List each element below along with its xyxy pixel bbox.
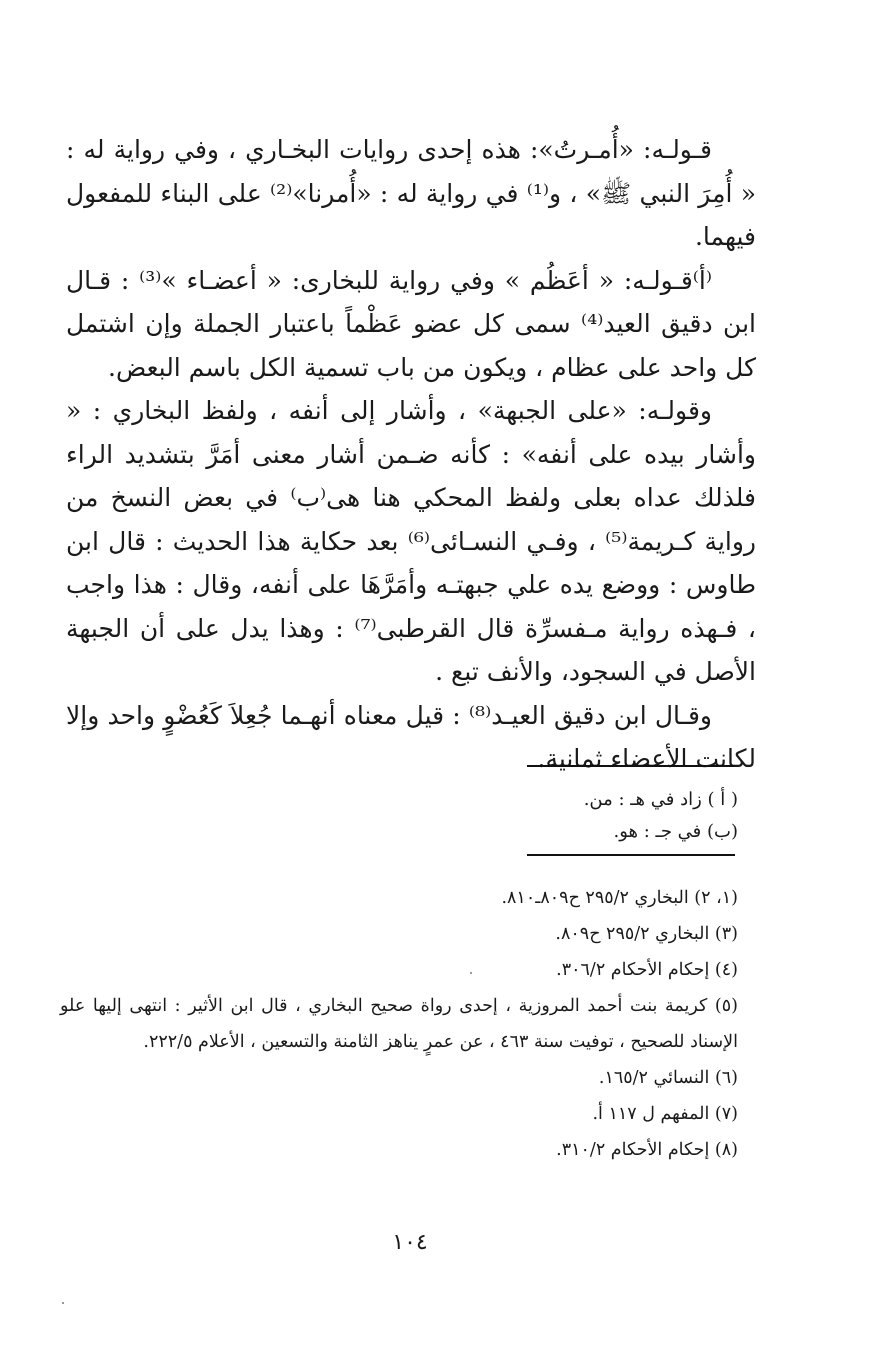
variant-note-b: (ب) في جـ : هو. — [613, 821, 738, 842]
divider-top — [527, 765, 735, 767]
page-number: ١٠٤ — [392, 1230, 428, 1255]
main-text — [66, 128, 756, 781]
footnote-6: (٦) النسائي ١٦٥/٢. — [598, 1068, 738, 1088]
footnote-3: (٣) البخاري ٢٩٥/٢ ح٨٠٩. — [555, 924, 738, 944]
paragraph-2: ⁽أ⁾قـولـه: « أعَظُم » وفي رواية للبخارى: « أعضـاء »⁽³⁾ : قـال ابن دقيق العيد⁽⁴⁾ سمى كل عضو عَظْماً باعتبار الجملة وإن اشتمل كل واحد على عظام ، ويكون من باب تسمية الكل باسم البعض. — [66, 265, 756, 382]
variant-note-a: ( أ ) زاد في هـ : من. — [583, 789, 738, 810]
paragraph-3: وقولـه: «على الجبهة» ، وأشار إلى أنفه ، ولفظ البخاري : « وأشار بيده على أنفه» : كأنه ضـمن أشار معنى أمَرَّ بتشديد الراء فلذلك عداه بعلى ولفظ المحكي هنا هى⁽ب⁾ في بعض النسخ من رواية كـريمة⁽⁵⁾ ، وفـي النسـائى⁽⁶⁾ بعد حكاية هذا الحديث : قال ابن طاوس : ووضع يده علي جبهتـه وأمَرَّهَا على أنفه، وقال : هذا واجب ، فـهذه رواية مـفسرِّة قال القرطبى⁽⁷⁾ : وهذا يدل على أن الجبهة الأصل في السجود، والأنف تبع . — [66, 396, 756, 686]
footnotes — [60, 880, 738, 1168]
footnote-8: (٨) إحكام الأحكام ٣١٠/٢. — [556, 1140, 738, 1160]
paragraph-1: قـولـه: «أُمـرتُ»: هذه إحدى روايات البخـاري ، وفي رواية له : « أُمِرَ النبي ﷺ» ، و⁽¹⁾ في رواية له : «أُمرنا»⁽²⁾ على البناء للمفعول فيهما. — [66, 135, 756, 251]
footnote-7: (٧) المفهم ل ١١٧ أ. — [592, 1104, 738, 1124]
variant-notes — [300, 784, 738, 848]
divider-middle — [527, 854, 735, 856]
footnote-1-2: (١، ٢) البخاري ٢٩٥/٢ ح٨٠٩ـ٨١٠. — [501, 888, 738, 908]
scan-speck — [470, 972, 472, 974]
footnote-5: (٥) كريمة بنت أحمد المروزية ، إحدى رواة صحيح البخاري ، قال ابن الأثير : انتهى إليها علو الإسناد للصحيح ، توفيت سنة ٤٦٣ ، عن عمرٍ يناهز الثامنة والتسعين ، الأعلام ٢٢٢/٥. — [60, 996, 738, 1052]
footnote-4: (٤) إحكام الأحكام ٣٠٦/٢. — [556, 960, 738, 980]
scan-speck — [62, 1302, 64, 1304]
paragraph-4: وقـال ابن دقيق العيـد⁽⁸⁾ : قيل معناه أنهـما جُعِلاَ كَعُضْوٍ واحد وإلا لكانت الأعضاء ثمانية. — [66, 700, 756, 773]
